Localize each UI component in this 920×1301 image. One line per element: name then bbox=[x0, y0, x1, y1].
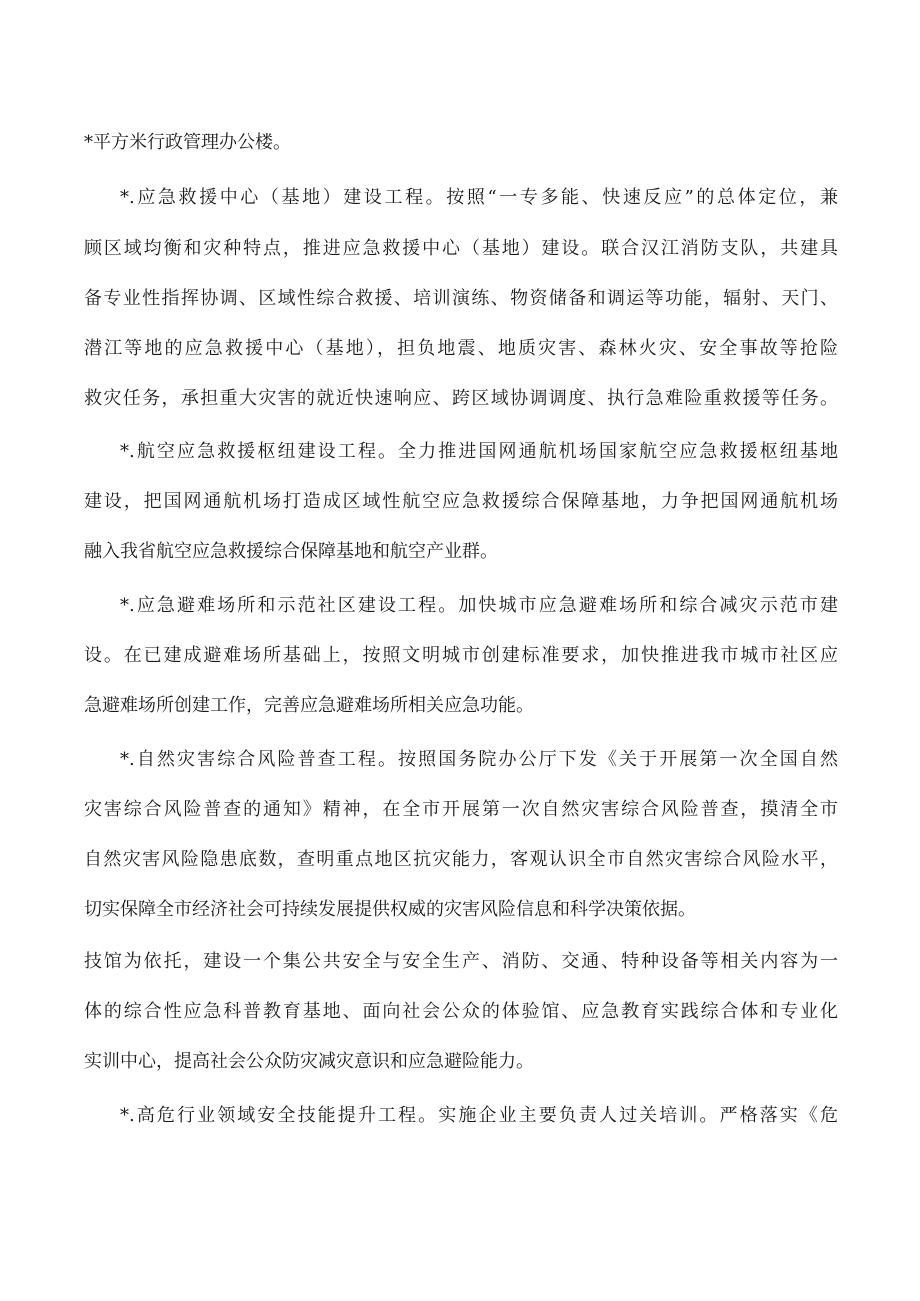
text-line: 备专业性指挥协调、区域性综合救援、培训演练、物资储备和调运等功能，辐射、天门、 bbox=[84, 288, 838, 309]
text-line: 切实保障全市经济社会可持续发展提供权威的灾害风险信息和科学决策依据。 bbox=[84, 899, 696, 920]
text-line: 救灾任务，承担重大灾害的就近快速响应、跨区域协调调度、执行急难险重救援等任务。 bbox=[84, 388, 838, 409]
text-line: *.自然灾害综合风险普查工程。按照国务院办公厅下发《关于开展第一次全国自然 bbox=[120, 749, 838, 770]
text-line: 设。在已建成避难场所基础上，按照文明城市创建标准要求，加快推进我市城市社区应 bbox=[84, 645, 838, 666]
text-line: *.航空应急救援枢纽建设工程。全力推进国网通航机场国家航空应急救援枢纽基地 bbox=[120, 441, 838, 462]
text-line: 潜江等地的应急救援中心（基地），担负地震、地质灾害、森林火灾、安全事故等抢险 bbox=[84, 338, 838, 359]
text-line: *.高危行业领域安全技能提升工程。实施企业主要负责人过关培训。严格落实《危 bbox=[120, 1105, 838, 1126]
text-line: 顾区域均衡和灾种特点，推进应急救援中心（基地）建设。联合汉江消防支队，共建具 bbox=[84, 238, 838, 259]
text-line: *.应急救援中心（基地）建设工程。按照“一专多能、快速反应”的总体定位，兼 bbox=[120, 187, 838, 208]
text-line: 建设，把国网通航机场打造成区域性航空应急救援综合保障基地，力争把国网通航机场 bbox=[84, 491, 838, 512]
text-line: 实训中心，提高社会公众防灾减灾意识和应急避险能力。 bbox=[84, 1051, 534, 1072]
text-line: 急避难场所创建工作，完善应急避难场所相关应急功能。 bbox=[84, 695, 534, 716]
text-line: 技馆为依托，建设一个集公共安全与安全生产、消防、交通、特种设备等相关内容为一 bbox=[84, 951, 838, 972]
text-line: 融入我省航空应急救援综合保障基地和航空产业群。 bbox=[84, 541, 498, 562]
text-line: *平方米行政管理办公楼。 bbox=[84, 132, 291, 153]
text-line: 体的综合性应急科普教育基地、面向社会公众的体验馆、应急教育实践综合体和专业化 bbox=[84, 1001, 838, 1022]
text-line: *.应急避难场所和示范社区建设工程。加快城市应急避难场所和综合减灾示范市建 bbox=[120, 595, 838, 616]
text-line: 自然灾害风险隐患底数，查明重点地区抗灾能力，客观认识全市自然灾害综合风险水平， bbox=[84, 849, 838, 870]
text-line: 灾害综合风险普查的通知》精神，在全市开展第一次自然灾害综合风险普查，摸清全市 bbox=[84, 799, 838, 820]
